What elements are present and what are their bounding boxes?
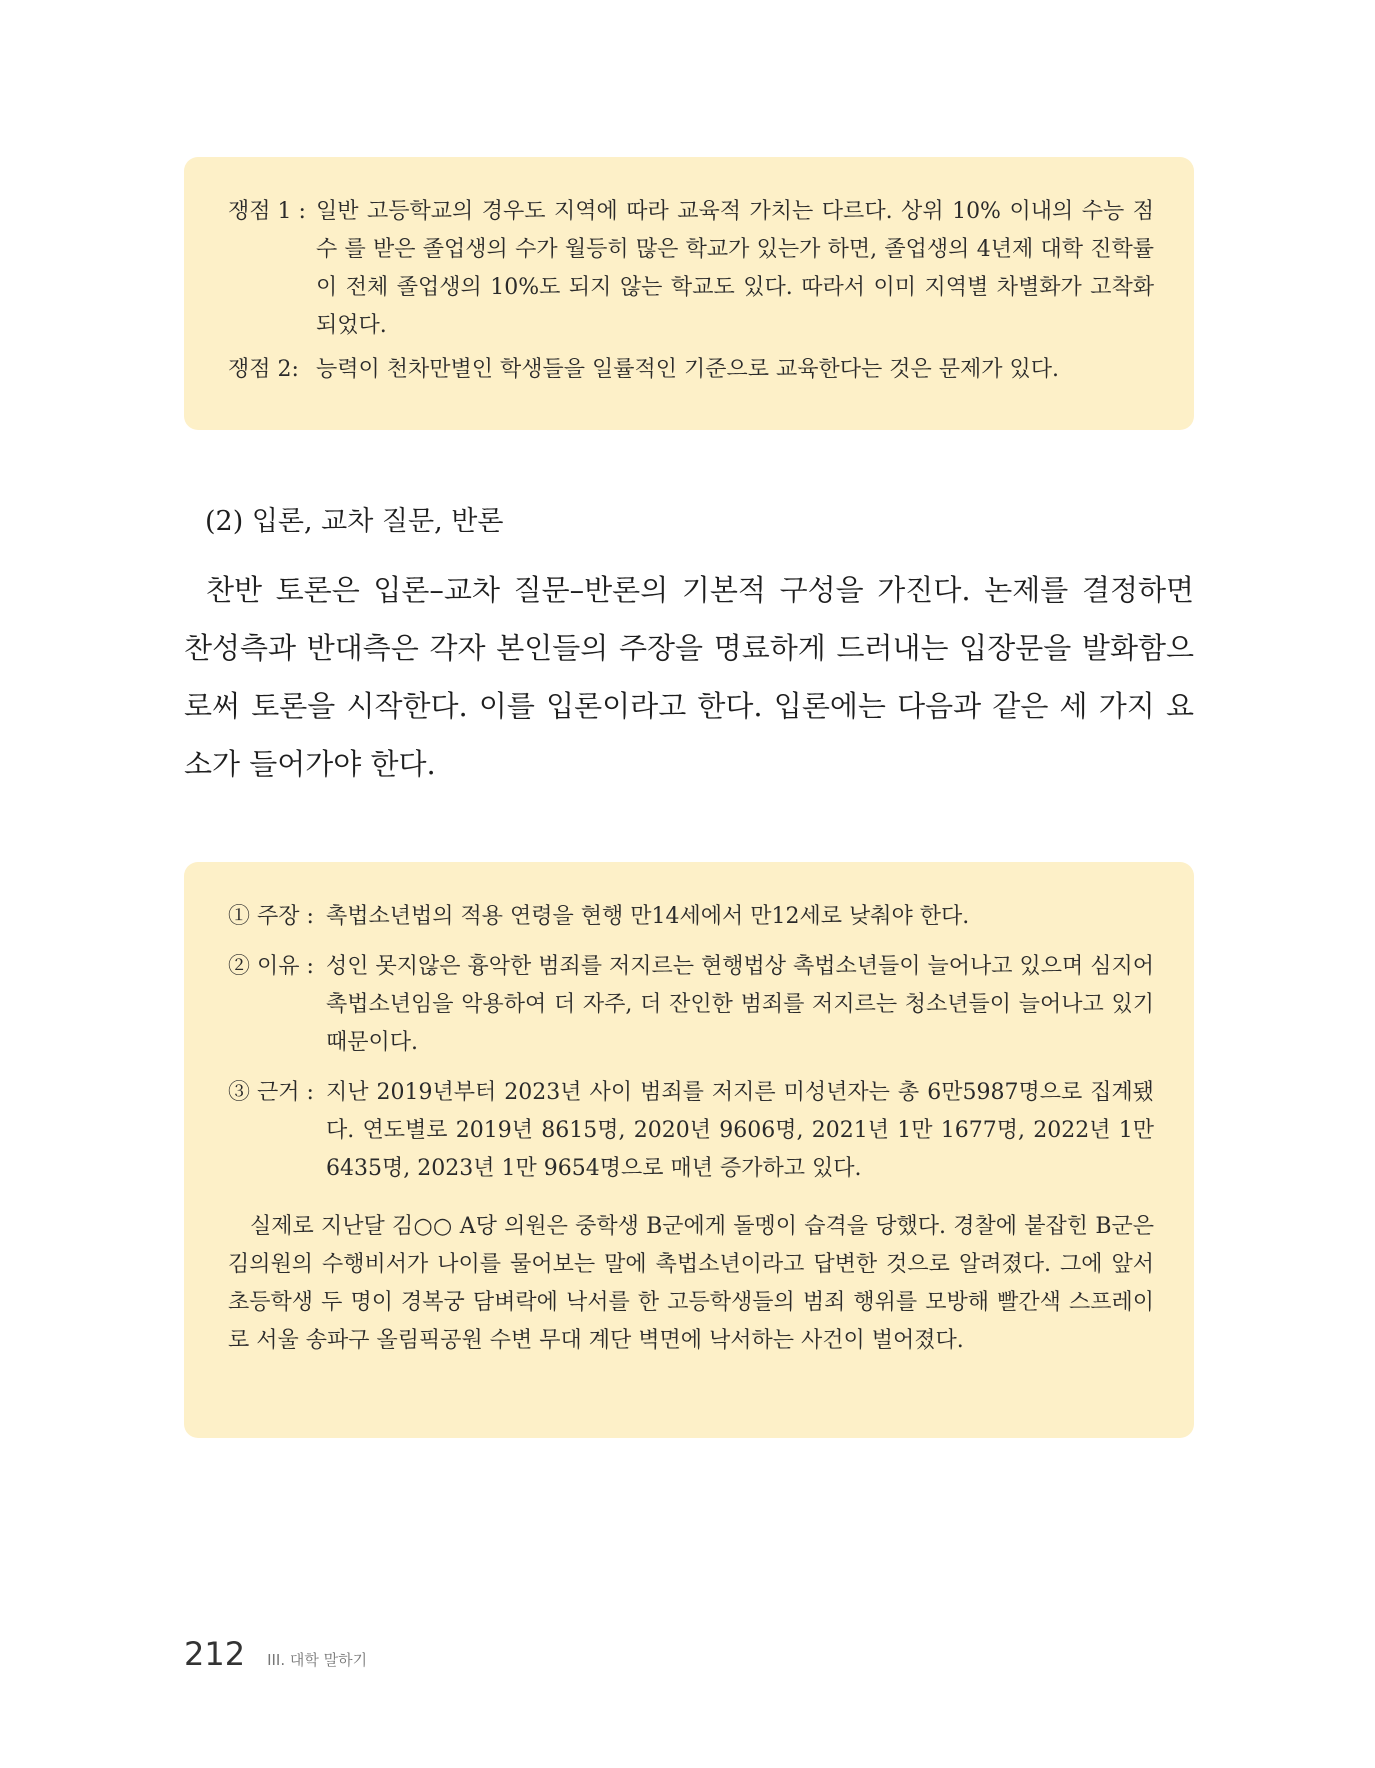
evidence-text: 지난 2019년부터 2023년 사이 범죄를 저지른 미성년자는 총 6만5987명으로 집계됐다. 연도별로 2019년 8615명, 2020년 9606명, 2021년 1만 1677명, 2022년 1만 6435명, 2023년 1만 9654명으로 매년 증가하고 있다. (326, 1080, 1154, 1181)
reason-text: 성인 못지않은 흉악한 범죄를 저지르는 현행법상 촉법소년들이 늘어나고 있으며 심지어 촉법소년임을 악용하여 더 자주, 더 잔인한 범죄를 저지르는 청소년들이 늘어나고 있기 때문이다. (326, 954, 1155, 1055)
main-paragraph: 찬반 토론은 입론–교차 질문–반론의 기본적 구성을 가진다. 논제를 결정하면 찬성측과 반대측은 각자 본인들의 주장을 명료하게 드러내는 입장문을 발화함으로써 토론을 시작한다. 이를 입론이라고 한다. 입론에는 다음과 같은 세 가지 요소가 들어가야 한다. (184, 573, 1194, 781)
issue-1 (228, 193, 1154, 345)
issue-1-text: 일반 고등학교의 경우도 지역에 따라 교육적 가치는 다르다. 상위 10% 이내의 수능 점수 를 받은 졸업생의 수가 월등히 많은 학교가 있는가 하면, 졸업생의 4년제 대학 진학률이 전체 졸업생의 10%도 되지 않는 학교도 있다. 따라서 이미 지역별 차별화가 고착화되었다. (316, 199, 1154, 338)
claim-item (228, 898, 1154, 936)
page-footer (184, 1635, 367, 1673)
issue-2-label: 쟁점 2: (228, 357, 299, 382)
example-paragraph: 실제로 지난달 김○○ A당 의원은 중학생 B군에게 돌멩이 습격을 당했다. 경찰에 붙잡힌 B군은 김의원의 수행비서가 나이를 물어보는 말에 촉법소년이라고 답변한 것으로 알려졌다. 그에 앞서 초등학생 두 명이 경복궁 담벼락에 낙서를 한 고등학생들의 범죄 행위를 모방해 빨간색 스프레이로 서울 송파구 올림픽공원 수변 무대 계단 벽면에 낙서하는 사건이 벌어졌다. (228, 1214, 1154, 1353)
evidence-item (228, 1074, 1154, 1188)
claim-label: ① 주장 : (228, 904, 314, 929)
argument-box (184, 862, 1194, 1438)
reason-label: ② 이유 : (228, 954, 314, 979)
issue-2-text: 능력이 천차만별인 학생들을 일률적인 기준으로 교육한다는 것은 문제가 있다. (316, 357, 1060, 382)
issue-2 (228, 351, 1154, 389)
reason-item (228, 948, 1154, 1062)
claim-text: 촉법소년법의 적용 연령을 현행 만14세에서 만12세로 낮춰야 한다. (326, 904, 970, 929)
page-number: 212 (184, 1635, 246, 1673)
issue-1-label: 쟁점 1 : (228, 199, 306, 224)
issues-box (184, 157, 1194, 430)
section-title: (2) 입론, 교차 질문, 반론 (205, 506, 504, 537)
chapter-label: III. 대학 말하기 (267, 1651, 368, 1669)
evidence-label: ③ 근거 : (228, 1080, 314, 1105)
